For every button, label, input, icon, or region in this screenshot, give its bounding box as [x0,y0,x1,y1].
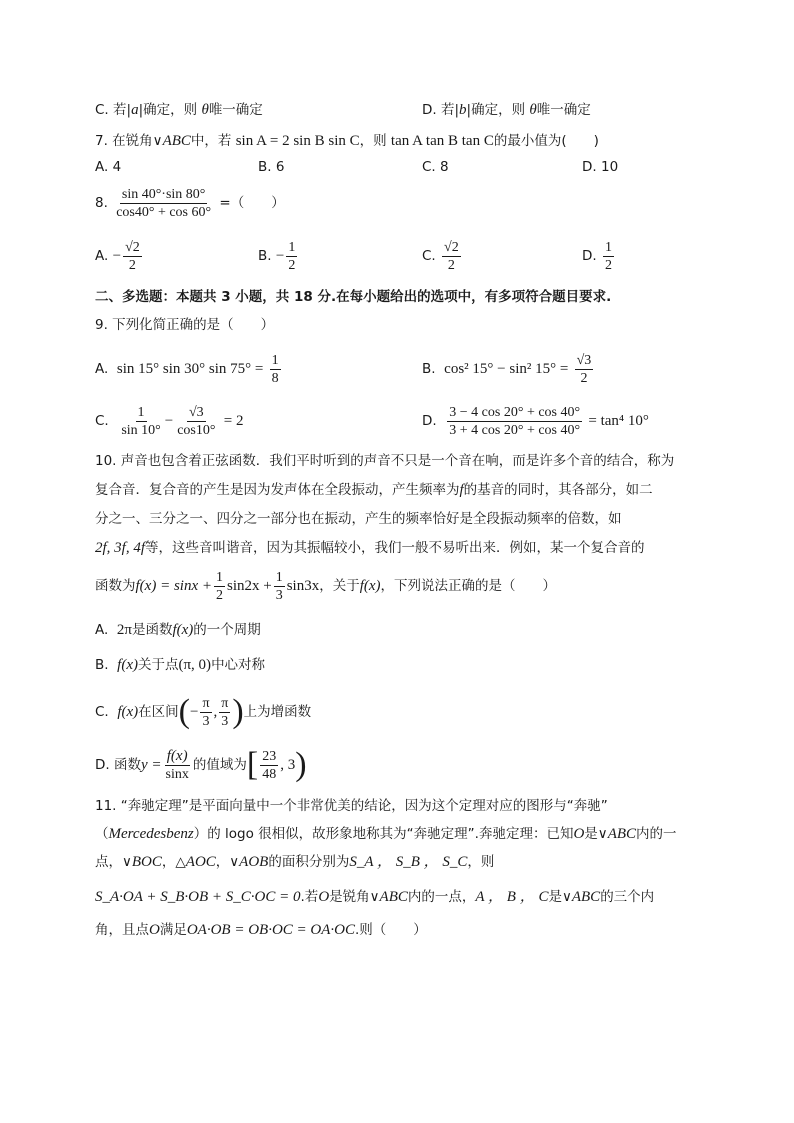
q10-line3: 分之一、三分之一、四分之一部分也在振动，产生的频率恰好是全段振动频率的倍数，如 [95,511,622,527]
q6-option-d: D. 若|b|确定，则 θ唯一确定 [422,102,591,118]
q6-option-c: C. 若|a|确定，则 θ唯一确定 [95,102,263,118]
q8-option-b: B. − $\frac{1}{2}$ [258,239,296,273]
q7-option-d: D. 10 [582,159,619,175]
q11-line5: 角，且点O满足OA·OB = OB·OC = OA·OC.则（ ） [95,922,427,938]
q9-option-d: D. $\frac{3 - 4 \cos 20^\circ + \cos 40^\circ}{3 + 4 \cos 20^\circ + \cos 40^\circ}$ = tan⁴ 10° [422,404,649,438]
q8-fraction: $\frac{\sin 40^\circ\cdot\sin 80^\circ}{\cos 40^\circ + \cos 60^\circ}$ [116,186,212,220]
q10-option-b: B. f(x)关于点(π, 0)中心对称 [95,657,266,673]
q7-option-c: C. 8 [422,159,449,175]
q7-stem: 7. 在锐角∨ABC中，若 sin A = 2 sin B sin C，则 tan A tan B tan C的最小值为( ) [95,133,599,149]
q10-option-c: C. f(x)在区间(− $\frac{\pi}{3}$ , $\frac{\pi}{3}$ )上为增函数 [95,693,312,730]
q8-option-a: A. − $\frac{√2}{2}$ [95,239,140,273]
q11-line3: 点，∨BOC，△AOC，∨AOB的面积分别为S_A ， S_B ， S_C，则 [95,854,495,870]
q10-line1: 10. 声音也包含着正弦函数．我们平时听到的声音不只是一个音在响，而是许多个音的结合，称为 [95,453,675,469]
q11-line4: S_A·OA + S_B·OB + S_C·OC = 0.若O是锐角∨ABC内的一点，A ， B ， C是∨ABC的三个内 [95,889,655,905]
q10-option-a: A. 2π是函数f(x)的一个周期 [95,622,261,638]
q8-stem: 8. $\frac{\sin 40^\circ\cdot\sin 80^\circ}{\cos 40^\circ + \cos 60^\circ}$ =（ ） [95,186,285,220]
q11-line2: （Mercedesbenz）的 logo 很相似，故形象地称其为“奔驰定理”.奔驰定理：已知O是∨ABC内的一 [95,826,677,842]
q7-option-b: B. 6 [258,159,285,175]
q10-line5: 函数为f(x) = sinx + $\frac{1}{2}$ sin2x + $\frac{1}{3}$ sin3x，关于f(x)，下列说法正确的是（ ） [95,569,557,603]
q8-option-c: C. $\frac{√2}{2}$ [422,239,459,273]
q9-option-a: A. sin 15° sin 30° sin 75° = $\frac{1}{8}$ [95,352,279,386]
q9-stem: 9. 下列化简正确的是（ ） [95,317,275,333]
q11-line1: 11. “奔驰定理”是平面向量中一个非常优美的结论，因为这个定理对应的图形与“奔驰” [95,798,608,814]
q8-option-d: D. $\frac{1}{2}$ [582,239,612,273]
q9-option-c: C. $\frac{1}{\sin 10^\circ}$ − $\frac{√3}{\cos 10^\circ}$ = 2 [95,404,244,438]
q7-option-a: A. 4 [95,159,122,175]
q10-option-d: D. 函数y = $\frac{f(x)}{\sin x}$ 的值域为[ $\frac{23}{48}$ , 3) [95,746,307,783]
q10-line4: 2f, 3f, 4f等，这些音叫谐音，因为其振幅较小，我们一般不易听出来．例如，某一个复合音的 [95,540,645,556]
section-title: 二、多选题：本题共 3 小题，共 18 分.在每小题给出的选项中，有多项符合题目要求. [95,289,612,305]
q9-option-b: B. cos² 15° − sin² 15° = $\frac{√3}{2}$ [422,352,592,386]
q10-line2: 复合音．复合音的产生是因为发声体在全段振动，产生频率为f的基音的同时，其各部分，如二 [95,482,653,498]
